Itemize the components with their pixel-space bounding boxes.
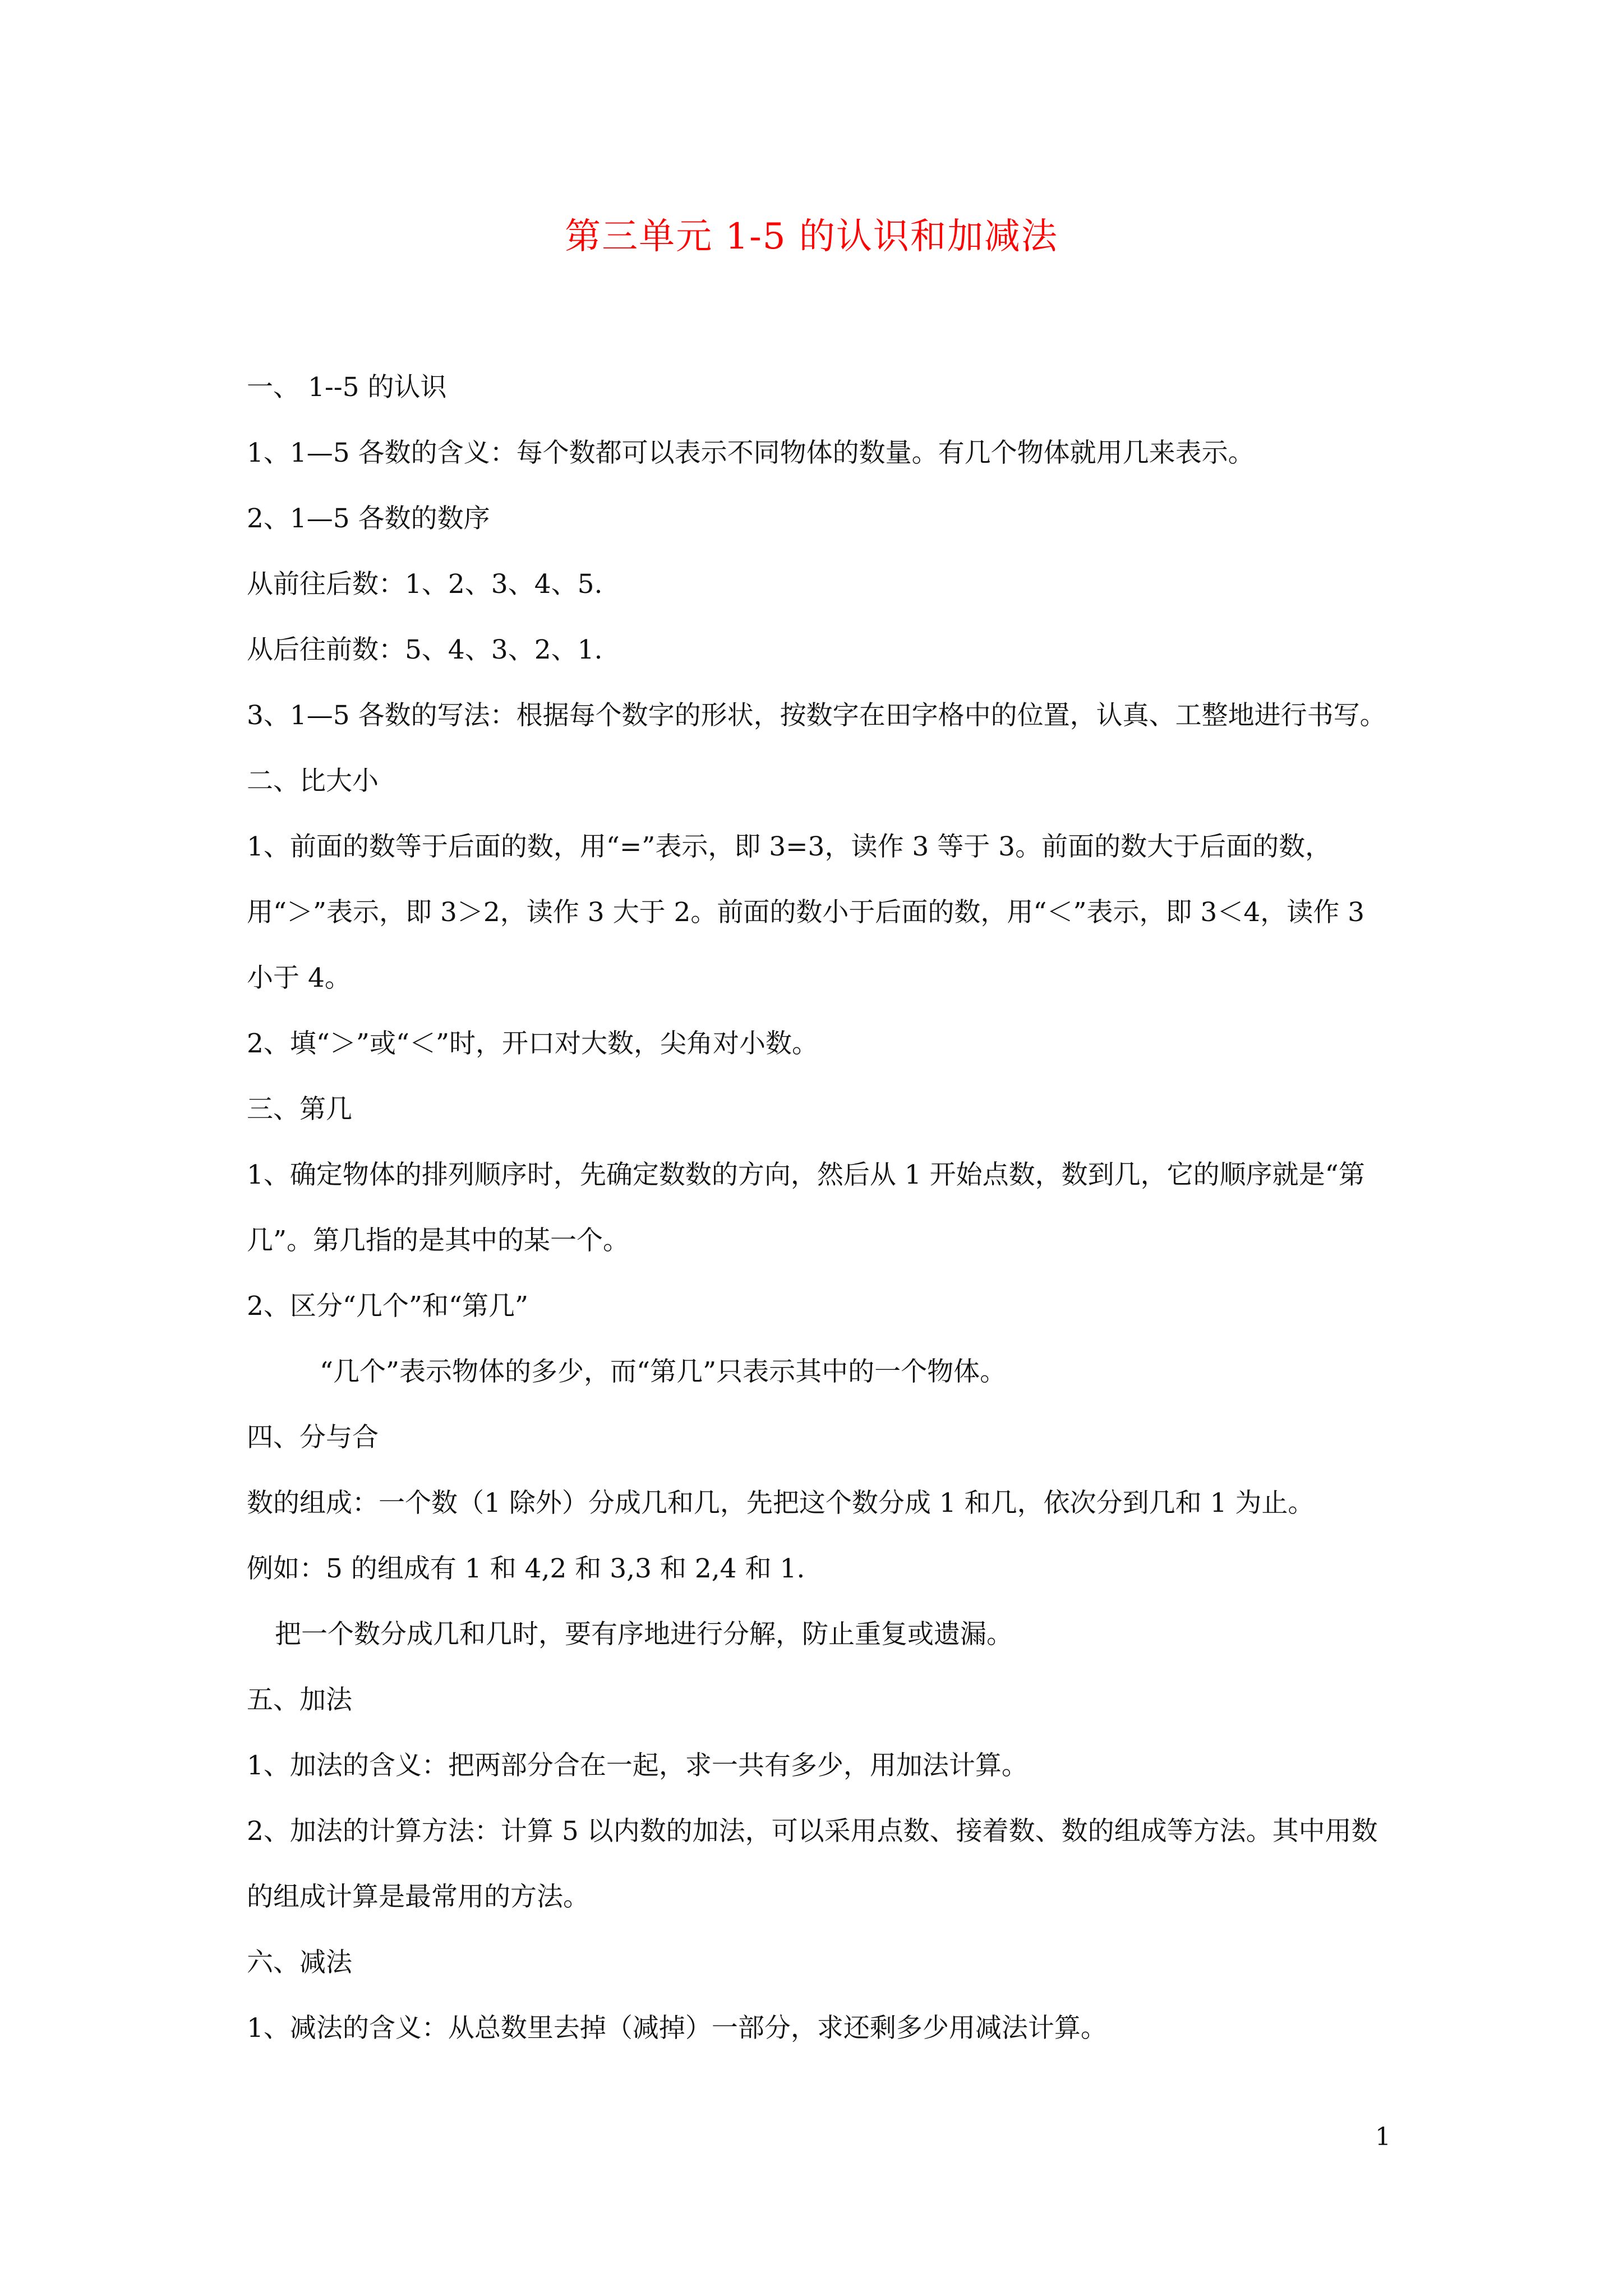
paragraph: 从前往后数：1、2、3、4、5.	[247, 569, 603, 600]
paragraph: 1、减法的含义：从总数里去掉（减掉）一部分，求还剩多少用减法计算。	[247, 2013, 1107, 2044]
section-heading-1: 一、 1--5 的认识	[247, 372, 447, 403]
paragraph: 2、加法的计算方法：计算 5 以内数的加法，可以采用点数、接着数、数的组成等方法。其中用数的组成计算是最常用的方法。	[247, 1816, 1378, 1912]
document-body	[247, 355, 1391, 2061]
section-heading-3: 三、第几	[247, 1094, 352, 1125]
section-heading-6: 六、减法	[247, 1947, 352, 1978]
paragraph: 1、1—5 各数的含义：每个数都可以表示不同物体的数量。有几个物体就用几来表示。	[247, 438, 1255, 468]
paragraph: 1、确定物体的排列顺序时，先确定数数的方向，然后从 1 开始点数，数到几，它的顺序就是“第几”。第几指的是其中的某一个。	[247, 1159, 1365, 1256]
document-title: 第三单元 1-5 的认识和加减法	[565, 216, 1058, 257]
paragraph: 例如：5 的组成有 1 和 4,2 和 3,3 和 2,4 和 1.	[247, 1553, 805, 1584]
section-heading-4: 四、分与合	[247, 1422, 379, 1453]
paragraph: 2、1—5 各数的数序	[247, 503, 490, 534]
paragraph: 3、1—5 各数的写法：根据每个数字的形状，按数字在田字格中的位置，认真、工整地进行书写。	[247, 700, 1386, 731]
paragraph-indented: “几个”表示物体的多少，而“第几”只表示其中的一个物体。	[320, 1356, 1007, 1387]
paragraph: 1、加法的含义：把两部分合在一起，求一共有多少，用加法计算。	[247, 1750, 1028, 1781]
page-number: 1	[1375, 2123, 1391, 2151]
paragraph: 2、区分“几个”和“第几”	[247, 1291, 529, 1322]
section-heading-2: 二、比大小	[247, 766, 379, 797]
paragraph-indented: 把一个数分成几和几时，要有序地进行分解，防止重复或遗漏。	[275, 1619, 1013, 1650]
paragraph: 从后往前数：5、4、3、2、1.	[247, 634, 603, 665]
paragraph: 1、前面的数等于后面的数，用“=”表示，即 3=3，读作 3 等于 3。前面的数大于后面的数，用“＞”表示，即 3＞2，读作 3 大于 2。前面的数小于后面的数，用“＜”表示，即 3＜4，读作 3 小于 4。	[247, 831, 1365, 993]
section-heading-5: 五、加法	[247, 1685, 352, 1715]
paragraph: 2、填“＞”或“＜”时，开口对大数，尖角对小数。	[247, 1028, 819, 1059]
paragraph: 数的组成：一个数（1 除外）分成几和几，先把这个数分成 1 和几，依次分到几和 1 为止。	[247, 1488, 1315, 1519]
